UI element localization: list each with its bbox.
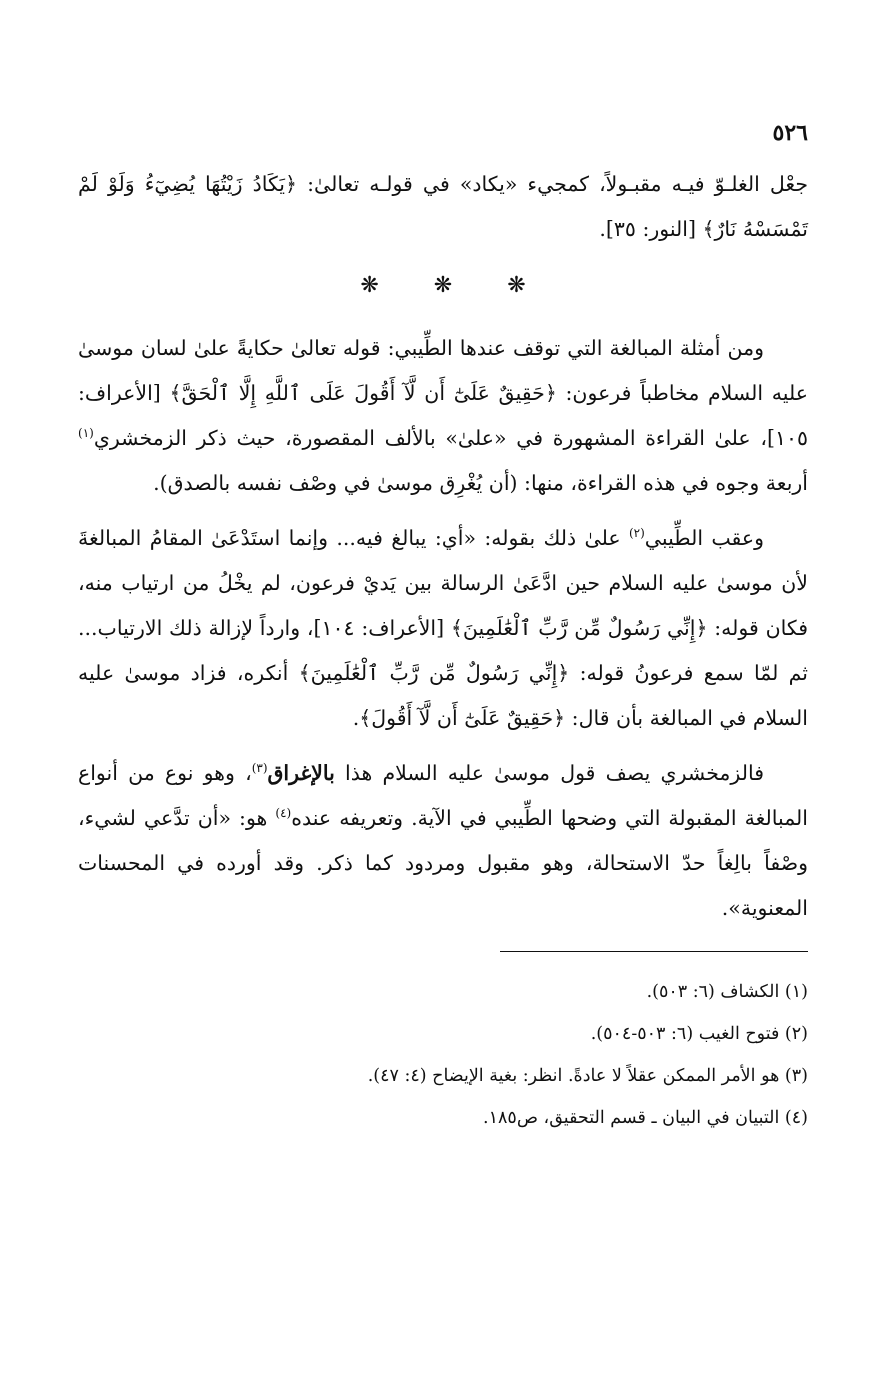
paragraph-4	[78, 751, 808, 931]
paragraph-1: جعْل الغلـوّ فيـه مقبـولاً، كمجيء «يكاد» في قولـه تعالىٰ: ﴿يَكَادُ زَيْتُهَا يُضِيٓءُ وَلَوْ لَمْ تَمْسَسْهُ نَارٌ﴾ [النور: ٣٥].	[78, 172, 808, 241]
footnote-ref-4: (٤)	[275, 806, 292, 821]
footnote-3: (٣) هو الأمر الممكن عقلاً لا عادةً. انظر: بغية الإيضاح (٤: ٤٧).	[367, 1066, 808, 1086]
star-icon: ❋	[507, 273, 526, 298]
footnote-ref-3: (٣)	[251, 761, 268, 776]
paragraph-2-tail: أربعة وجوه في هذه القراءة، منها: (أن يُغْرِق موسىٰ في وصْف نفسه بالصدق).	[153, 471, 808, 495]
section-separator	[78, 266, 808, 306]
paragraph-3-body: علىٰ ذلك بقوله: «أي: يبالغ فيه... وإنما استَدْعَىٰ المقامُ المبالغةَ لأن موسىٰ عليه السلام حين ادَّعَىٰ الرسالة بين يَديْ فرعون، لم يخْلُ من ارتياب منه، فكان قوله: ﴿إِنِّي رَسُولٌ مِّن رَّبِّ ٱلْعَٰلَمِينَ﴾ [الأعراف: ١٠٤]، وارداً لإزالة ذلك الارتياب... ثم لمّا سمع فرعونُ قوله: ﴿إِنِّي رَسُولٌ مِّن رَّبِّ ٱلْعَٰلَمِينَ﴾ أنكره، فزاد موسىٰ عليه السلام في المبالغة بأن قال: ﴿حَقِيقٌ عَلَىٰٓ أَن لَّآ أَقُولَ﴾.	[78, 526, 808, 730]
paragraph-3	[78, 516, 808, 741]
paragraph-2-body: ومن أمثلة المبالغة التي توقف عندها الطِّيبي: قوله تعالىٰ حكايةً علىٰ لسان موسىٰ عليه السلام مخاطباً فرعون: ﴿حَقِيقٌ عَلَىٰٓ أَن لَّآ أَقُولَ عَلَى ٱللَّهِ إِلَّا ٱلْحَقَّ﴾ [الأعراف: ١٠٥]، علىٰ القراءة المشهورة في «علىٰ» بالألف المقصورة، حيث ذكر الزمخشري	[78, 336, 808, 450]
footnote-2: (٢) فتوح الغيب (٦: ٥٠٣-٥٠٤).	[590, 1024, 808, 1044]
footnote-divider	[500, 951, 808, 952]
page-content	[78, 118, 808, 1142]
paragraph-2	[78, 326, 808, 506]
paragraph-4-mid: ، وهو نوع من أنواع المبالغة المقبولة التي وضحها الطِّيبي في الآية. وتعريفه عنده	[78, 761, 808, 830]
page-number: ٥٢٦	[772, 120, 808, 146]
paragraph-4-tail: هو: «أن تدَّعي لشيء، وصْفاً بالِغاً حدّ الاستحالة، وهو مقبول ومردود كما ذكر. وقد أورده في المحسنات المعنوية».	[78, 806, 808, 920]
star-icon: ❋	[360, 273, 379, 298]
footnote-ref-1: (١)	[78, 426, 94, 441]
footnote-ref-2: (٢)	[628, 526, 645, 541]
footnote-4: (٤) التبيان في البيان ـ قسم التحقيق، ص١٨٥.	[483, 1108, 808, 1128]
paragraph-4-head: فالزمخشري يصف قول موسىٰ عليه السلام هذا	[334, 761, 765, 785]
footnotes	[78, 974, 808, 1136]
star-icon: ❋	[433, 273, 453, 298]
term-ighraq: بالإغراق	[267, 761, 335, 785]
footnote-1: (١) الكشاف (٦: ٥٠٣).	[646, 982, 808, 1002]
paragraph-3-head: وعقب الطِّيبي	[644, 526, 764, 550]
